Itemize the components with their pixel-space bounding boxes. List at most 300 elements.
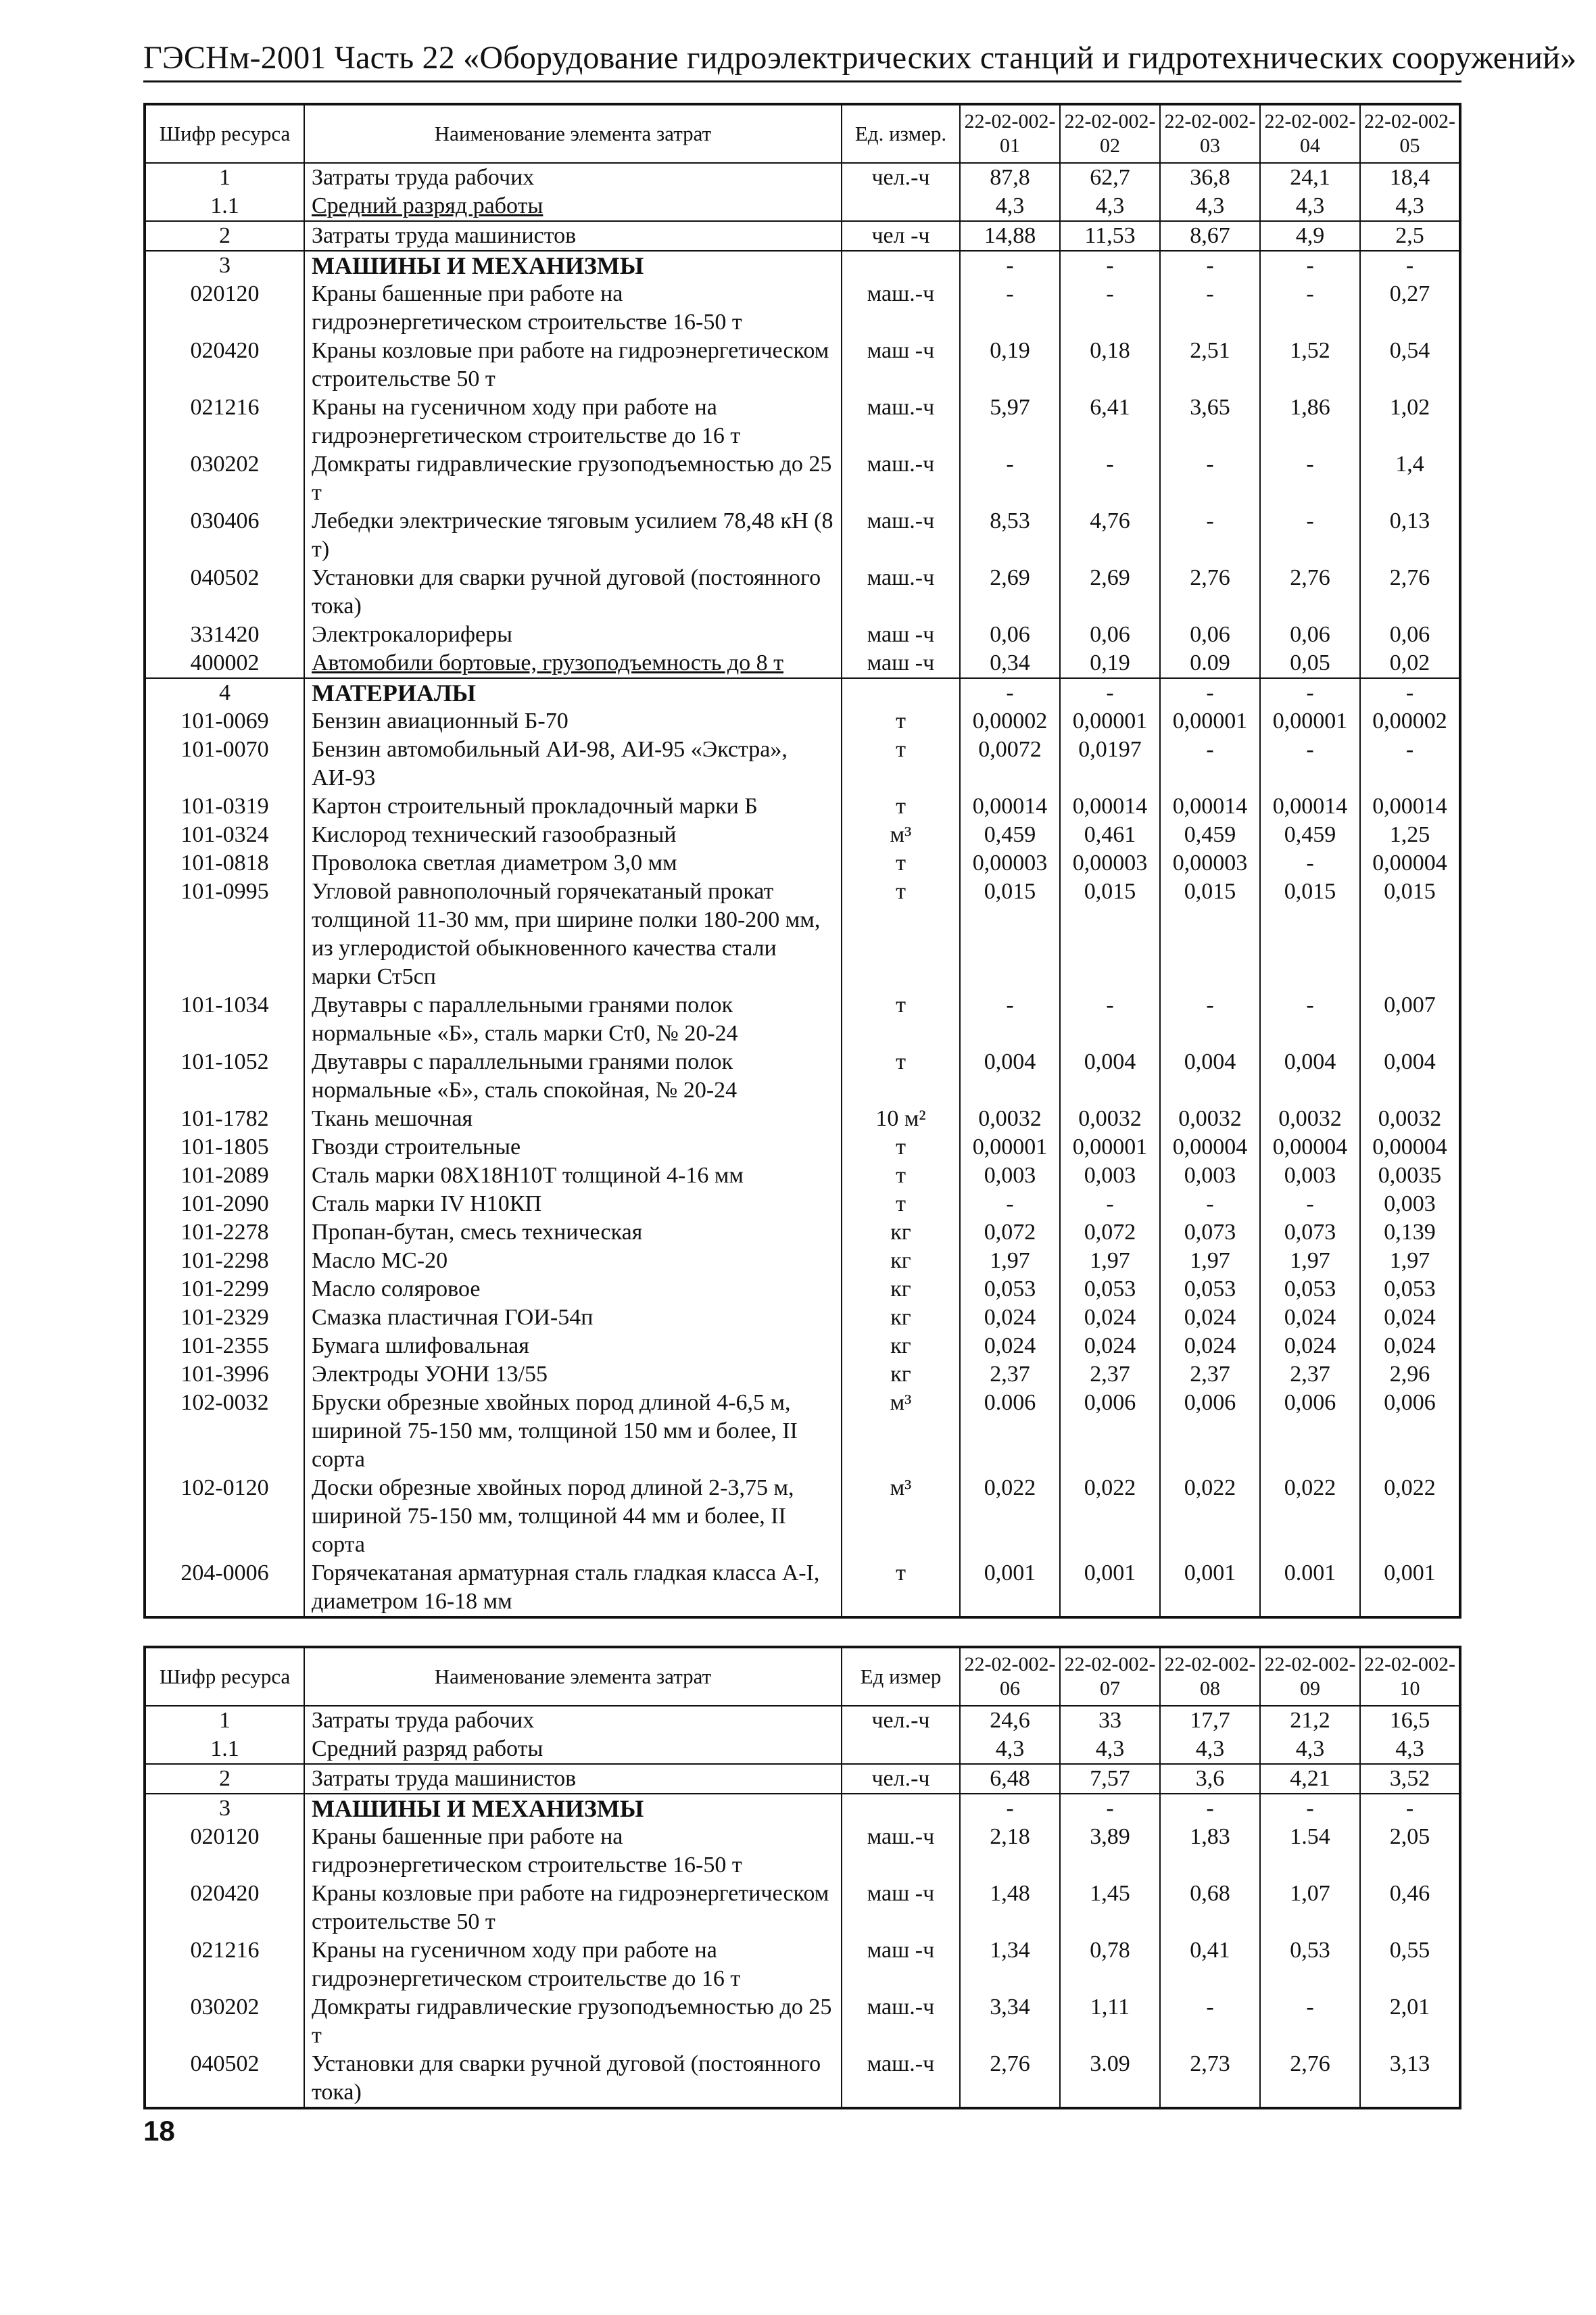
unit-of-measure: м³: [842, 1389, 960, 1474]
table-row: [145, 821, 1460, 849]
value-cell: 6,41: [1060, 393, 1160, 450]
value-cell: 0,0035: [1360, 1162, 1460, 1190]
value-cell: 0,27: [1360, 280, 1460, 337]
cost-element-name-text: Краны козловые при работе на гидроэнергетическом строительстве 50 т: [312, 1881, 829, 1934]
value-cell: 2,05: [1360, 1823, 1460, 1880]
cost-element-name: [304, 507, 842, 564]
value-cell: 0,001: [1160, 1559, 1260, 1617]
cost-element-name: [304, 1389, 842, 1474]
resource-code: 3: [145, 251, 304, 280]
table-row: [145, 1360, 1460, 1389]
value-cell: 0,53: [1260, 1936, 1360, 1993]
cost-element-name: [304, 1304, 842, 1332]
value-cell: 11,53: [1060, 221, 1160, 251]
unit-of-measure: [842, 1735, 960, 1764]
cost-element-name-text: Двутавры с параллельными гранями полок нормальные «Б», сталь спокойная, № 20-24: [312, 1049, 737, 1103]
table-row: [145, 192, 1460, 221]
column-header-code-22-02-002-09: 22-02-002-09: [1260, 1647, 1360, 1706]
value-cell: 33: [1060, 1706, 1160, 1735]
value-cell: 0,00002: [1360, 707, 1460, 736]
table-row: [145, 1048, 1460, 1105]
table-row: [145, 1823, 1460, 1880]
value-cell: 4,3: [1260, 192, 1360, 221]
value-cell: 0,00001: [1060, 1133, 1160, 1162]
unit-of-measure: т: [842, 878, 960, 991]
value-cell: 1,02: [1360, 393, 1460, 450]
cost-element-name: [304, 1133, 842, 1162]
value-cell: 0,007: [1360, 991, 1460, 1048]
unit-of-measure: м³: [842, 1474, 960, 1559]
cost-element-name: [304, 1735, 842, 1764]
cost-element-name: [304, 163, 842, 192]
table-row: [145, 564, 1460, 621]
value-cell: 0,024: [1160, 1332, 1260, 1360]
cost-element-name-text: Затраты труда рабочих: [312, 165, 535, 190]
section-row: [145, 678, 1460, 707]
cost-element-name: [304, 736, 842, 792]
value-cell: 0,00014: [1360, 792, 1460, 821]
value-cell: 1,97: [1060, 1247, 1160, 1275]
unit-of-measure: т: [842, 1133, 960, 1162]
cost-element-name: [304, 1764, 842, 1794]
value-cell: 2,76: [1260, 564, 1360, 621]
value-cell: 0,00014: [960, 792, 1060, 821]
column-header-code-22-02-002-08: 22-02-002-08: [1160, 1647, 1260, 1706]
value-cell: 0,54: [1360, 337, 1460, 393]
value-cell: 0,00001: [1060, 707, 1160, 736]
cost-element-name: [304, 450, 842, 507]
column-header-code-22-02-002-06: 22-02-002-06: [960, 1647, 1060, 1706]
resource-code: 101-1052: [145, 1048, 304, 1105]
resource-code: 020420: [145, 1880, 304, 1936]
cost-element-name-text: Бензин автомобильный АИ-98, АИ-95 «Экстра», АИ-93: [312, 737, 788, 790]
value-cell: 3,34: [960, 1993, 1060, 2050]
value-cell: 0,024: [1260, 1304, 1360, 1332]
value-cell: 1,97: [1160, 1247, 1260, 1275]
value-cell: 0,024: [1060, 1304, 1160, 1332]
value-cell: 24,6: [960, 1706, 1060, 1735]
value-cell: 0,015: [1160, 878, 1260, 991]
table-row: [145, 1247, 1460, 1275]
value-cell: 2,76: [1360, 564, 1460, 621]
table-body-2: [145, 1706, 1460, 2108]
value-cell: -: [1260, 507, 1360, 564]
cost-element-name: [304, 1247, 842, 1275]
table-row: [145, 163, 1460, 192]
resource-code: 102-0120: [145, 1474, 304, 1559]
value-cell: 0,55: [1360, 1936, 1460, 1993]
cost-element-name: [304, 1936, 842, 1993]
value-cell: 0,024: [960, 1332, 1060, 1360]
value-cell: 1,34: [960, 1936, 1060, 1993]
table-row: [145, 991, 1460, 1048]
value-cell: 0,06: [1260, 621, 1360, 649]
value-cell: -: [1060, 1794, 1160, 1823]
value-cell: 0,41: [1160, 1936, 1260, 1993]
value-cell: -: [1160, 1993, 1260, 2050]
cost-element-name: [304, 1993, 842, 2050]
value-cell: -: [960, 678, 1060, 707]
value-cell: 4,3: [1360, 192, 1460, 221]
value-cell: 0,022: [1260, 1474, 1360, 1559]
value-cell: 3,52: [1360, 1764, 1460, 1794]
value-cell: 0,00003: [1160, 849, 1260, 878]
value-cell: 0,00004: [1360, 849, 1460, 878]
cost-element-name-text: Краны башенные при работе на гидроэнергетическом строительстве 16-50 т: [312, 1824, 742, 1878]
cost-element-name-text: Двутавры с параллельными гранями полок нормальные «Б», сталь марки Ст0, № 20-24: [312, 993, 738, 1046]
value-cell: 2,37: [1160, 1360, 1260, 1389]
unit-of-measure: кг: [842, 1218, 960, 1247]
value-cell: 0,004: [1360, 1048, 1460, 1105]
table-row: [145, 1218, 1460, 1247]
page-header: ГЭСНм-2001 Часть 22 «Оборудование гидроэлектрических станций и гидротехнических сооружений»: [143, 39, 1461, 82]
value-cell: -: [1060, 450, 1160, 507]
resource-code: 101-2090: [145, 1190, 304, 1218]
value-cell: 36,8: [1160, 163, 1260, 192]
value-cell: -: [1260, 1993, 1360, 2050]
value-cell: 87,8: [960, 163, 1060, 192]
value-cell: 1.54: [1260, 1823, 1360, 1880]
value-cell: 0,003: [1060, 1162, 1160, 1190]
value-cell: 0,006: [1060, 1389, 1160, 1474]
cost-element-name: [304, 1218, 842, 1247]
resource-code: 101-2329: [145, 1304, 304, 1332]
value-cell: 0,19: [960, 337, 1060, 393]
unit-of-measure: кг: [842, 1304, 960, 1332]
value-cell: 1,4: [1360, 450, 1460, 507]
cost-element-name-text: Домкраты гидравлические грузоподъемностью до 25 т: [312, 1995, 832, 2048]
resource-code: 020120: [145, 1823, 304, 1880]
resource-code: 030202: [145, 450, 304, 507]
value-cell: -: [1060, 1190, 1160, 1218]
resource-code: 020120: [145, 280, 304, 337]
value-cell: 0,015: [960, 878, 1060, 991]
unit-of-measure: маш -ч: [842, 621, 960, 649]
value-cell: 0,006: [1360, 1389, 1460, 1474]
value-cell: 4,3: [960, 192, 1060, 221]
resource-code: 020420: [145, 337, 304, 393]
value-cell: 2,76: [960, 2050, 1060, 2108]
column-header-code-22-02-002-05: 22-02-002-05: [1360, 104, 1460, 163]
cost-element-name-text: Электрокалориферы: [312, 622, 512, 647]
value-cell: 0,024: [960, 1304, 1060, 1332]
cost-element-name: [304, 221, 842, 251]
value-cell: 0,19: [1060, 649, 1160, 678]
resource-code: 1: [145, 1706, 304, 1735]
value-cell: 0,004: [1260, 1048, 1360, 1105]
value-cell: 2,51: [1160, 337, 1260, 393]
value-cell: 0,004: [1060, 1048, 1160, 1105]
value-cell: 0.006: [960, 1389, 1060, 1474]
cost-element-name-text: Сталь марки IV Н10КП: [312, 1191, 541, 1216]
resource-code: 101-0995: [145, 878, 304, 991]
unit-of-measure: [842, 1794, 960, 1823]
value-cell: -: [1160, 736, 1260, 792]
table-row: [145, 1735, 1460, 1764]
table-row: [145, 878, 1460, 991]
cost-element-name-text: Краны на гусеничном ходу при работе на гидроэнергетическом строительстве до 16 т: [312, 1938, 741, 1991]
value-cell: 0,00002: [960, 707, 1060, 736]
value-cell: 0,0032: [1360, 1105, 1460, 1133]
value-cell: 0,00004: [1160, 1133, 1260, 1162]
value-cell: -: [1160, 1190, 1260, 1218]
cost-element-name: [304, 878, 842, 991]
value-cell: 14,88: [960, 221, 1060, 251]
resource-code: 101-1805: [145, 1133, 304, 1162]
unit-of-measure: т: [842, 991, 960, 1048]
cost-element-name-text: Бензин авиационный Б-70: [312, 709, 569, 734]
value-cell: 0,024: [1160, 1304, 1260, 1332]
value-cell: 0,00014: [1060, 792, 1160, 821]
resource-code: 400002: [145, 649, 304, 678]
value-cell: 0,0197: [1060, 736, 1160, 792]
resource-code: 204-0006: [145, 1559, 304, 1617]
value-cell: 0,003: [960, 1162, 1060, 1190]
value-cell: 8,67: [1160, 221, 1260, 251]
value-cell: 4,3: [1160, 1735, 1260, 1764]
value-cell: 0,34: [960, 649, 1060, 678]
cost-element-name: [304, 1190, 842, 1218]
resource-code: 101-0324: [145, 821, 304, 849]
value-cell: 0,139: [1360, 1218, 1460, 1247]
value-cell: 4,3: [1060, 192, 1160, 221]
value-cell: -: [1160, 280, 1260, 337]
resource-code: 101-2278: [145, 1218, 304, 1247]
cost-element-name-text: Проволока светлая диаметром 3,0 мм: [312, 851, 677, 876]
column-header-code-22-02-002-07: 22-02-002-07: [1060, 1647, 1160, 1706]
value-cell: 1,97: [1360, 1247, 1460, 1275]
value-cell: 4,21: [1260, 1764, 1360, 1794]
value-cell: 4,76: [1060, 507, 1160, 564]
value-cell: 0,02: [1360, 649, 1460, 678]
unit-of-measure: чел.-ч: [842, 163, 960, 192]
cost-element-name-text: Краны козловые при работе на гидроэнергетическом строительстве 50 т: [312, 338, 829, 391]
resource-code: 030202: [145, 1993, 304, 2050]
value-cell: 0,072: [1060, 1218, 1160, 1247]
value-cell: -: [1060, 280, 1160, 337]
resource-code: 4: [145, 678, 304, 707]
value-cell: 0,003: [1360, 1190, 1460, 1218]
column-header-code-22-02-002-01: 22-02-002-01: [960, 104, 1060, 163]
value-cell: 2,37: [960, 1360, 1060, 1389]
value-cell: -: [1260, 251, 1360, 280]
unit-of-measure: кг: [842, 1360, 960, 1389]
resource-code: 101-0319: [145, 792, 304, 821]
value-cell: 0,022: [1160, 1474, 1260, 1559]
resource-code: 101-0069: [145, 707, 304, 736]
table-row: [145, 1162, 1460, 1190]
cost-element-name: [304, 707, 842, 736]
unit-of-measure: т: [842, 1190, 960, 1218]
unit-of-measure: маш.-ч: [842, 2050, 960, 2108]
column-header-code-22-02-002-10: 22-02-002-10: [1360, 1647, 1460, 1706]
value-cell: 3.09: [1060, 2050, 1160, 2108]
cost-element-name-text: МАШИНЫ И МЕХАНИЗМЫ: [312, 1795, 644, 1822]
cost-element-name-text: Угловой равнополочный горячекатаный прокат толщиной 11-30 мм, при ширине полки 180-200 мм, из углеродистой обыкновенного качества стали марки Ст5сп: [312, 879, 821, 989]
unit-of-measure: маш -ч: [842, 1936, 960, 1993]
resource-code: 101-2299: [145, 1275, 304, 1304]
value-cell: 8,53: [960, 507, 1060, 564]
value-cell: 0,459: [960, 821, 1060, 849]
resource-code: 101-0818: [145, 849, 304, 878]
value-cell: -: [960, 280, 1060, 337]
table-row: [145, 507, 1460, 564]
cost-element-name: [304, 1048, 842, 1105]
value-cell: 0,00014: [1160, 792, 1260, 821]
value-cell: 4,3: [1260, 1735, 1360, 1764]
value-cell: 0,001: [1360, 1559, 1460, 1617]
cost-element-name-text: Электроды УОНИ 13/55: [312, 1362, 548, 1387]
value-cell: 1,97: [1260, 1247, 1360, 1275]
value-cell: 2,01: [1360, 1993, 1460, 2050]
value-cell: 4,3: [1060, 1735, 1160, 1764]
value-cell: 0.001: [1260, 1559, 1360, 1617]
cost-element-name-text: Пропан-бутан, смесь техническая: [312, 1220, 643, 1245]
table-row: [145, 1332, 1460, 1360]
value-cell: 2,73: [1160, 2050, 1260, 2108]
cost-element-name-text: Гвозди строительные: [312, 1135, 521, 1160]
value-cell: -: [1260, 1794, 1360, 1823]
value-cell: 0,78: [1060, 1936, 1160, 1993]
table-row: [145, 1880, 1460, 1936]
value-cell: 0.09: [1160, 649, 1260, 678]
value-cell: 0,053: [1060, 1275, 1160, 1304]
resource-code: 101-2355: [145, 1332, 304, 1360]
resource-code: 1: [145, 163, 304, 192]
column-header-name: Наименование элемента затрат: [304, 1647, 842, 1706]
value-cell: 2,37: [1060, 1360, 1160, 1389]
value-cell: -: [1160, 251, 1260, 280]
value-cell: 1,83: [1160, 1823, 1260, 1880]
value-cell: 0,053: [1360, 1275, 1460, 1304]
cost-element-name: [304, 280, 842, 337]
value-cell: 0,00001: [1260, 707, 1360, 736]
value-cell: -: [1260, 450, 1360, 507]
unit-of-measure: маш -ч: [842, 337, 960, 393]
value-cell: -: [1260, 280, 1360, 337]
resource-code: 101-2298: [145, 1247, 304, 1275]
value-cell: 0,003: [1160, 1162, 1260, 1190]
cost-element-name-text: Краны башенные при работе на гидроэнергетическом строительстве 16-50 т: [312, 281, 742, 335]
value-cell: -: [1160, 1794, 1260, 1823]
value-cell: 0,073: [1160, 1218, 1260, 1247]
table-row: [145, 450, 1460, 507]
cost-element-name-text: Затраты труда машинистов: [312, 223, 577, 248]
value-cell: -: [1260, 736, 1360, 792]
cost-element-name-text: Лебедки электрические тяговым усилием 78,48 кН (8 т): [312, 508, 833, 562]
value-cell: 1,48: [960, 1880, 1060, 1936]
cost-element-name-text: Ткань мешочная: [312, 1106, 473, 1131]
cost-element-name-text: Бумага шлифовальная: [312, 1333, 529, 1358]
cost-element-name: [304, 192, 842, 221]
value-cell: 0,024: [1260, 1332, 1360, 1360]
value-cell: 0,18: [1060, 337, 1160, 393]
value-cell: -: [1160, 450, 1260, 507]
cost-element-name: [304, 2050, 842, 2108]
value-cell: -: [1260, 991, 1360, 1048]
value-cell: 0,0032: [1260, 1105, 1360, 1133]
value-cell: 1,86: [1260, 393, 1360, 450]
cost-element-name: [304, 1162, 842, 1190]
unit-of-measure: м³: [842, 821, 960, 849]
cost-element-name-text: Средний разряд работы: [312, 1736, 543, 1761]
resource-code: 101-3996: [145, 1360, 304, 1389]
unit-of-measure: [842, 192, 960, 221]
value-cell: 0,461: [1060, 821, 1160, 849]
value-cell: -: [1160, 678, 1260, 707]
value-cell: 2,76: [1160, 564, 1260, 621]
value-cell: 21,2: [1260, 1706, 1360, 1735]
table-header-row: [145, 1647, 1460, 1706]
unit-of-measure: т: [842, 792, 960, 821]
value-cell: 0,00004: [1360, 1133, 1460, 1162]
value-cell: 0,072: [960, 1218, 1060, 1247]
column-header-name: Наименование элемента затрат: [304, 104, 842, 163]
cost-element-name: [304, 821, 842, 849]
cost-element-name-text: Краны на гусеничном ходу при работе на гидроэнергетическом строительстве до 16 т: [312, 395, 741, 448]
resource-code: 021216: [145, 393, 304, 450]
value-cell: 0,015: [1060, 878, 1160, 991]
column-header-code: Шифр ресурса: [145, 104, 304, 163]
value-cell: 4,3: [1160, 192, 1260, 221]
cost-element-name-text: МАШИНЫ И МЕХАНИЗМЫ: [312, 252, 644, 279]
value-cell: 6,48: [960, 1764, 1060, 1794]
cost-element-name-text: Картон строительный прокладочный марки Б: [312, 794, 758, 819]
value-cell: 0,001: [960, 1559, 1060, 1617]
value-cell: 62,7: [1060, 163, 1160, 192]
cost-element-name-text: Смазка пластичная ГОИ-54п: [312, 1305, 594, 1330]
value-cell: -: [1060, 678, 1160, 707]
value-cell: 2,18: [960, 1823, 1060, 1880]
unit-of-measure: маш -ч: [842, 649, 960, 678]
section-row: [145, 1794, 1460, 1823]
value-cell: 3,65: [1160, 393, 1260, 450]
value-cell: 3,6: [1160, 1764, 1260, 1794]
cost-element-name-text: Домкраты гидравлические грузоподъемностью до 25 т: [312, 452, 832, 505]
cost-element-name: [304, 792, 842, 821]
table-row: [145, 280, 1460, 337]
column-header-unit: Ед измер: [842, 1647, 960, 1706]
table-row: [145, 1133, 1460, 1162]
resource-code: 101-2089: [145, 1162, 304, 1190]
value-cell: 0,06: [1360, 621, 1460, 649]
value-cell: 1,07: [1260, 1880, 1360, 1936]
value-cell: 17,7: [1160, 1706, 1260, 1735]
unit-of-measure: т: [842, 1048, 960, 1105]
cost-element-name: [304, 1105, 842, 1133]
cost-element-name: [304, 564, 842, 621]
resource-code: 101-1782: [145, 1105, 304, 1133]
resource-code: 3: [145, 1794, 304, 1823]
value-cell: 2,37: [1260, 1360, 1360, 1389]
cost-element-name-text: Затраты труда рабочих: [312, 1708, 535, 1733]
unit-of-measure: чел -ч: [842, 221, 960, 251]
value-cell: 0,00014: [1260, 792, 1360, 821]
value-cell: -: [960, 991, 1060, 1048]
table-row: [145, 1474, 1460, 1559]
section-row: [145, 251, 1460, 280]
unit-of-measure: [842, 251, 960, 280]
value-cell: 0,00003: [960, 849, 1060, 878]
value-cell: -: [1060, 991, 1160, 1048]
value-cell: 0,073: [1260, 1218, 1360, 1247]
column-header-unit: Ед. измер.: [842, 104, 960, 163]
value-cell: 0,001: [1060, 1559, 1160, 1617]
unit-of-measure: маш.-ч: [842, 564, 960, 621]
table-row: [145, 2050, 1460, 2108]
resource-table-1: [143, 103, 1461, 1619]
value-cell: 4,3: [1360, 1735, 1460, 1764]
